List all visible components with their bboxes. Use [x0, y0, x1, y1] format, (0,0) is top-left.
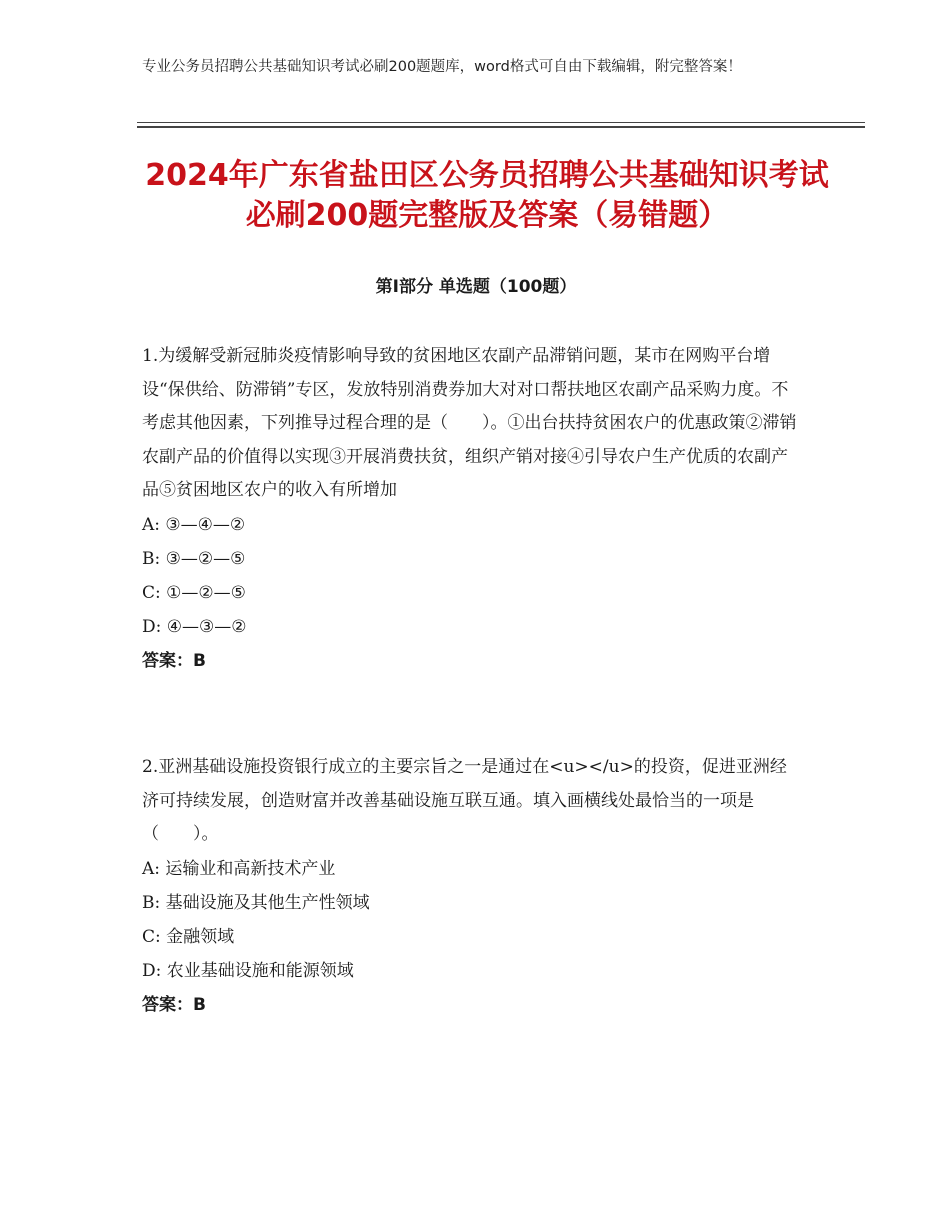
answer: 答案：B	[142, 650, 206, 671]
header-divider-thick	[137, 126, 865, 128]
option-a: A: 运输业和高新技术产业	[142, 858, 336, 879]
question-stem: 1.为缓解受新冠肺炎疫情影响导致的贫困地区农副产品滞销问题，某市在网购平台增设“保供给、防滞销”专区，发放特别消费券加大对对口帮扶地区农副产品采购力度。不考虑其他因素，下列推导过程合理的是（ ）。①出台扶持贫困农户的优惠政策②滞销农副产品的价值得以实现③开展消费扶贫，组织产销对接④引导农户生产优质的农副产品⑤贫困地区农户的收入有所增加	[142, 346, 797, 500]
question-2	[142, 751, 802, 1022]
option-list	[142, 852, 802, 988]
option-c: C: 金融领域	[142, 926, 235, 947]
option-c: C: ①—②—⑤	[142, 582, 246, 603]
header-divider-thin	[137, 122, 865, 123]
question-stem: 2.亚洲基础设施投资银行成立的主要宗旨之一是通过在<u></u>的投资，促进亚洲经济可持续发展，创造财富并改善基础设施互联互通。填入画横线处最恰当的一项是（ ）。	[142, 757, 787, 844]
option-list	[142, 508, 802, 644]
document-title: 2024年广东省盐田区公务员招聘公共基础知识考试必刷200题完整版及答案（易错题）	[145, 158, 829, 233]
header-note: 专业公务员招聘公共基础知识考试必刷200题题库，word格式可自由下载编辑，附完整答案！	[142, 59, 742, 75]
answer: 答案：B	[142, 994, 206, 1015]
section-title: 第Ⅰ部分 单选题（100题）	[375, 277, 577, 297]
option-a: A: ③—④—②	[142, 514, 246, 535]
option-b: B: 基础设施及其他生产性领域	[142, 892, 370, 913]
option-d: D: ④—③—②	[142, 616, 247, 637]
option-d: D: 农业基础设施和能源领域	[142, 960, 354, 981]
option-b: B: ③—②—⑤	[142, 548, 246, 569]
question-1	[142, 340, 802, 678]
